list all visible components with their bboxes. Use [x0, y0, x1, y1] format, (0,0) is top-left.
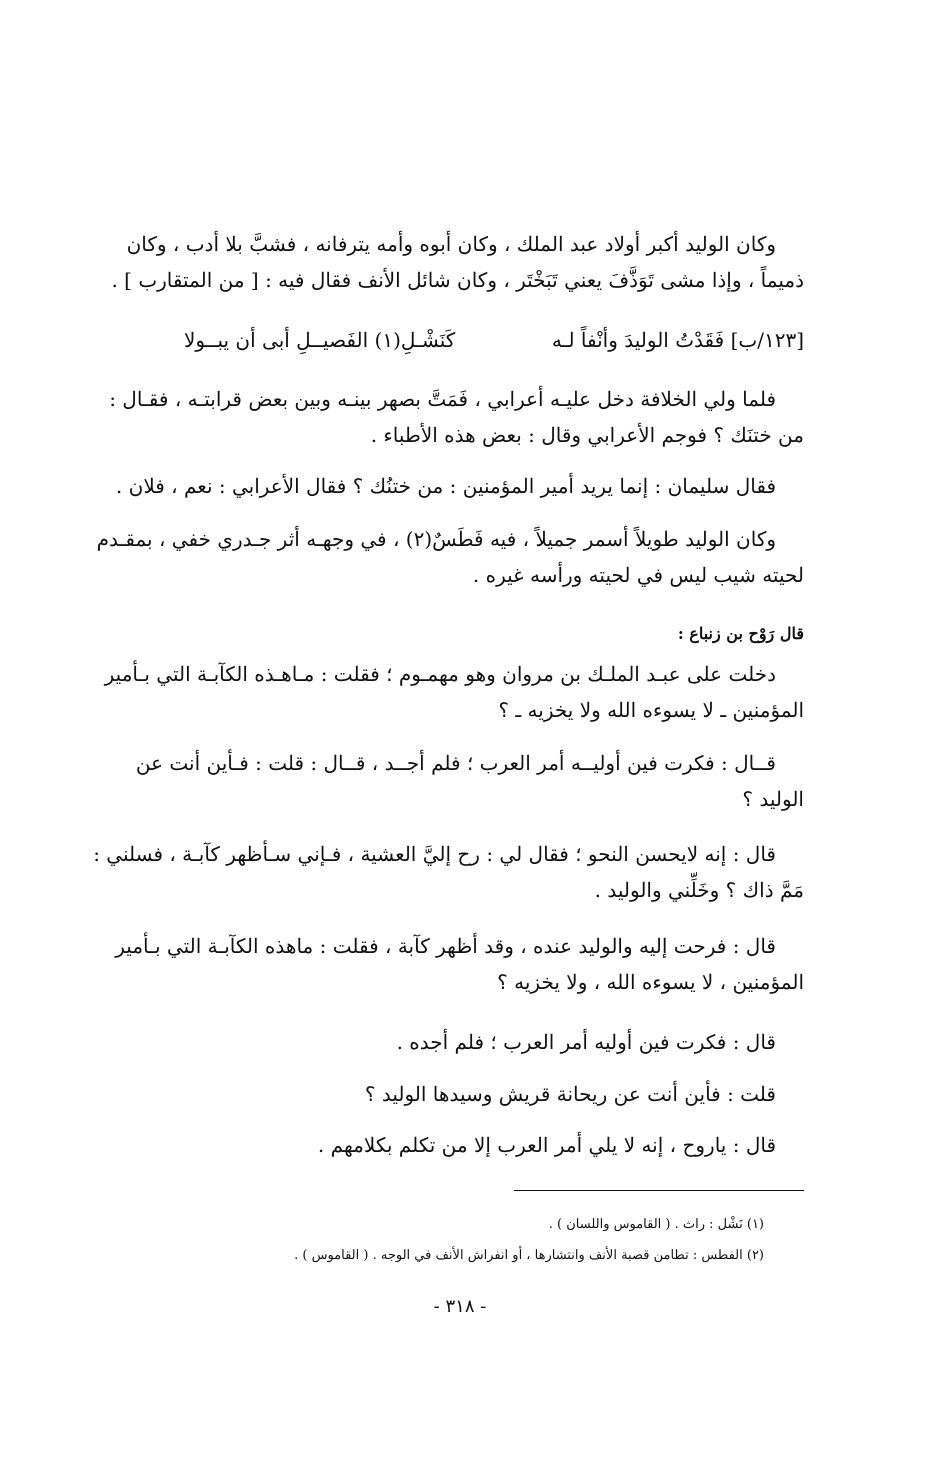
paragraph-caliphate [109, 381, 804, 453]
text-line: قال : ياروح ، إنه لا يلي أمر العرب إلا من تكلم بكلامهم . [317, 1133, 776, 1157]
section-heading: قال رَوْح بن زنباع : [677, 624, 804, 643]
verse-second-hemistich: كَنَشْـلِ(١) الفَصيــلِ أبى أن يبــولا [184, 328, 456, 352]
text-line: مَمَّ ذاك ؟ وخَلِّني والوليد . [594, 878, 804, 902]
text-line: قال : فرحت إليه والوليد عنده ، وقد أظهر كآبة ، فقلت : ماهذه الكآبـة التي بـأمير [115, 934, 776, 958]
text-line: فلما ولي الخلافة دخل عليـه أعرابي ، فَمَتَّ بصهر بينـه وبين بعض قرابتـه ، فقـال : [109, 387, 776, 411]
text-line: المؤمنين ، لا يسوءه الله ، ولا يخزيه ؟ [497, 970, 804, 994]
footnote-1: (١) نَشْل : راث . ( القاموس واللسان ) . [548, 1217, 764, 1232]
paragraph-rawh-4 [114, 928, 804, 1000]
text-line: وكان الوليد طويلاً أسمر جميلاً ، فيه فَطَسٌ(٢) ، في وجهـه أثر جـدري خفي ، بمقـدم [96, 527, 776, 551]
text-line: قــال : فكرت فين أوليــه أمر العرب ؛ فلم أجــد ، قــال : قلت : فـأين أنت عن [135, 751, 776, 775]
text-line: من ختنَك ؟ فوجم الأعرابي وقال : بعض هذه الأطباء . [370, 423, 804, 447]
text-line: قال : إنه لايحسن النحو ؛ فقال لي : رح إليَّ العشية ، فـإني سـأظهر كآبـة ، فسلني : [93, 842, 776, 866]
poem-verse [184, 322, 804, 358]
paragraph-description [96, 521, 804, 593]
footnote-2: (٢) الفطس : تطامن قصبة الأنف وانتشارها ، أو انفراش الأنف في الوجه . ( القاموس ) . [294, 1248, 764, 1263]
paragraph-rawh-2 [114, 745, 804, 817]
paragraph-rawh-7 [114, 1127, 804, 1163]
paragraph-sulayman [114, 468, 804, 504]
text-line: الوليد ؟ [742, 787, 804, 811]
paragraph-rawh-5 [114, 1024, 804, 1060]
footnote-divider [514, 1190, 804, 1191]
text-line: وكان الوليد أكبر أولاد عبد الملك ، وكان أبوه وأمه يترفانه ، فشبَّ بلا أدب ، وكان [126, 232, 776, 256]
paragraph-rawh-3 [93, 836, 804, 908]
text-line: ذميماً ، وإذا مشى تَوَذَّفَ يعني تَبَخْتَر ، وكان شائل الأنف فقال فيه : [ من المتقارب ] . [111, 268, 804, 292]
text-line: قلت : فأين أنت عن ريحانة قريش وسيدها الوليد ؟ [364, 1082, 776, 1106]
text-line: المؤمنين ـ لا يسوءه الله ولا يخزيه ـ ؟ [498, 698, 804, 722]
text-line: دخلت على عبـد الملـك بن مروان وهو مهمـوم ؛ فقلت : مـاهـذه الكآبـة التي بـأمير [104, 662, 776, 686]
verse-first-hemistich: [١٢٣/ب] فَقَدْتُ الوليدَ وأنْفاً لـه [551, 328, 804, 352]
paragraph-rawh-6 [114, 1076, 804, 1112]
paragraph-intro [111, 226, 804, 298]
text-line: لحيته شيب ليس في لحيته ورأسه غيره . [472, 563, 804, 587]
page-number: - ٣١٨ - [433, 1296, 487, 1317]
paragraph-rawh-1 [104, 656, 804, 728]
text-line: فقال سليمان : إنما يريد أمير المؤمنين : من ختنُك ؟ فقال الأعرابي : نعم ، فلان . [115, 474, 776, 498]
text-line: قال : فكرت فين أوليه أمر العرب ؛ فلم أجده . [396, 1030, 776, 1054]
